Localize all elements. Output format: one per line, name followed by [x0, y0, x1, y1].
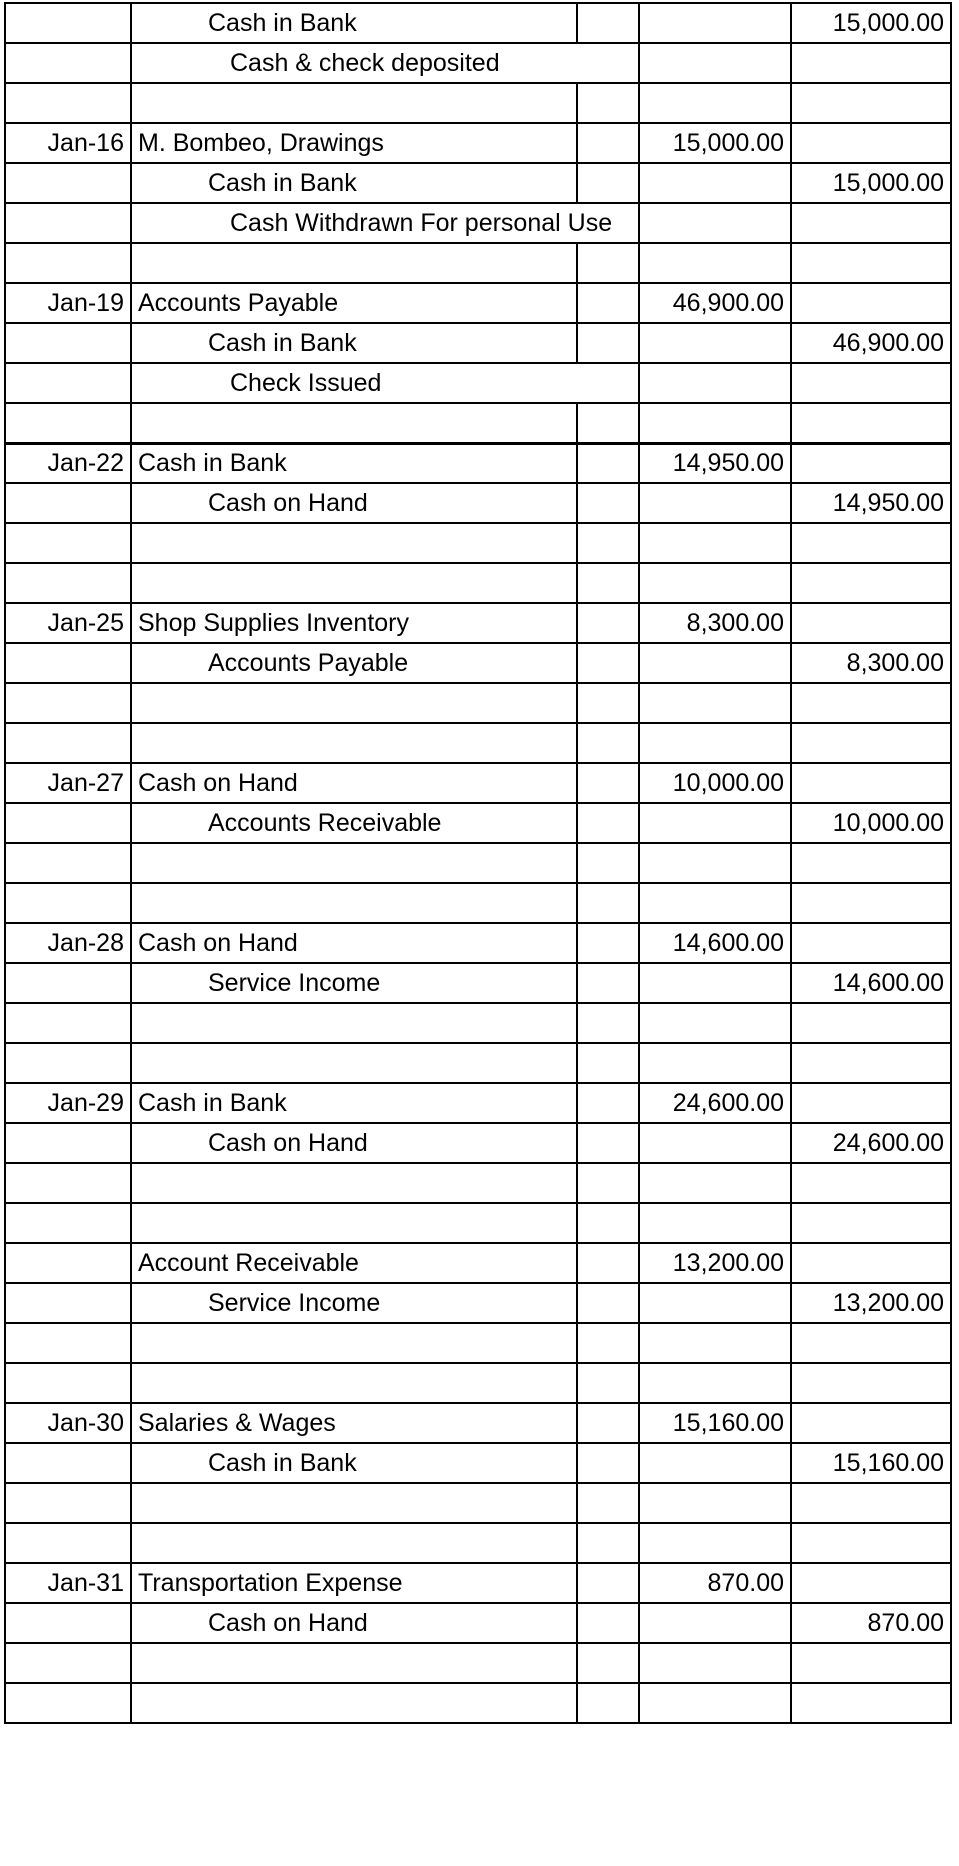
debit-cell: 8,300.00 [639, 603, 791, 643]
ref-cell [577, 403, 639, 443]
account-cell [131, 723, 577, 763]
debit-cell: 46,900.00 [639, 283, 791, 323]
journal-row [5, 883, 951, 923]
journal-row [5, 1203, 951, 1243]
journal-row [5, 1523, 951, 1563]
account-cell [131, 1363, 577, 1403]
account-cell: Cash in Bank [131, 1443, 577, 1483]
journal-row [5, 1323, 951, 1363]
date-cell: Jan-27 [5, 763, 131, 803]
ref-cell [577, 123, 639, 163]
journal-row [5, 523, 951, 563]
date-cell [5, 1363, 131, 1403]
credit-cell: 24,600.00 [791, 1123, 951, 1163]
ref-cell [577, 1043, 639, 1083]
journal-row [5, 43, 951, 83]
credit-cell [791, 1003, 951, 1043]
debit-cell [639, 963, 791, 1003]
journal-row [5, 1403, 951, 1443]
debit-cell [639, 723, 791, 763]
account-cell [131, 1483, 577, 1523]
date-cell [5, 1603, 131, 1643]
credit-cell [791, 523, 951, 563]
debit-cell [639, 643, 791, 683]
account-cell: Service Income [131, 1283, 577, 1323]
date-cell [5, 843, 131, 883]
journal-row [5, 803, 951, 843]
debit-cell: 13,200.00 [639, 1243, 791, 1283]
debit-cell [639, 203, 791, 243]
journal-row [5, 3, 951, 43]
ref-cell [577, 1563, 639, 1603]
journal-row [5, 1243, 951, 1283]
journal-row [5, 1363, 951, 1403]
journal-row [5, 843, 951, 883]
credit-cell [791, 1683, 951, 1723]
date-cell: Jan-22 [5, 443, 131, 483]
ref-cell [577, 523, 639, 563]
date-cell [5, 1203, 131, 1243]
debit-cell: 14,950.00 [639, 443, 791, 483]
journal-row [5, 1443, 951, 1483]
journal-body [5, 3, 951, 1723]
debit-cell [639, 163, 791, 203]
date-cell [5, 1643, 131, 1683]
journal-row [5, 763, 951, 803]
debit-cell [639, 843, 791, 883]
journal-row [5, 243, 951, 283]
credit-cell [791, 403, 951, 443]
account-cell: Check Issued [131, 363, 639, 403]
date-cell [5, 1243, 131, 1283]
ref-cell [577, 723, 639, 763]
ref-cell [577, 643, 639, 683]
account-cell [131, 243, 577, 283]
credit-cell [791, 1243, 951, 1283]
credit-cell [791, 723, 951, 763]
ref-cell [577, 1603, 639, 1643]
ref-cell [577, 163, 639, 203]
account-cell [131, 83, 577, 123]
debit-cell [639, 1443, 791, 1483]
ref-cell [577, 1483, 639, 1523]
date-cell [5, 43, 131, 83]
credit-cell [791, 1083, 951, 1123]
date-cell [5, 1323, 131, 1363]
journal-row [5, 363, 951, 403]
debit-cell [639, 1043, 791, 1083]
credit-cell [791, 123, 951, 163]
account-cell: Cash in Bank [131, 323, 577, 363]
account-cell [131, 523, 577, 563]
credit-cell [791, 1323, 951, 1363]
ref-cell [577, 1283, 639, 1323]
debit-cell: 15,000.00 [639, 123, 791, 163]
journal-row [5, 1043, 951, 1083]
ref-cell [577, 763, 639, 803]
credit-cell [791, 1523, 951, 1563]
debit-cell [639, 1123, 791, 1163]
credit-cell [791, 1403, 951, 1443]
date-cell [5, 563, 131, 603]
account-cell: Cash on Hand [131, 1603, 577, 1643]
date-cell: Jan-16 [5, 123, 131, 163]
credit-cell: 13,200.00 [791, 1283, 951, 1323]
account-cell: Cash in Bank [131, 1083, 577, 1123]
ref-cell [577, 803, 639, 843]
ref-cell [577, 1363, 639, 1403]
account-cell: Cash on Hand [131, 483, 577, 523]
account-cell: Service Income [131, 963, 577, 1003]
journal-table [4, 2, 952, 1724]
journal-row [5, 323, 951, 363]
journal-row [5, 1603, 951, 1643]
ref-cell [577, 1243, 639, 1283]
account-cell: Cash Withdrawn For personal Use [131, 203, 639, 243]
debit-cell [639, 883, 791, 923]
ref-cell [577, 1123, 639, 1163]
account-cell [131, 1203, 577, 1243]
account-cell [131, 683, 577, 723]
journal-row [5, 1643, 951, 1683]
account-cell: Transportation Expense [131, 1563, 577, 1603]
date-cell [5, 1443, 131, 1483]
credit-cell [791, 283, 951, 323]
ref-cell [577, 603, 639, 643]
credit-cell [791, 1643, 951, 1683]
date-cell [5, 323, 131, 363]
date-cell [5, 803, 131, 843]
debit-cell [639, 1603, 791, 1643]
credit-cell [791, 683, 951, 723]
debit-cell [639, 803, 791, 843]
credit-cell [791, 603, 951, 643]
debit-cell: 870.00 [639, 1563, 791, 1603]
journal-row [5, 643, 951, 683]
date-cell: Jan-28 [5, 923, 131, 963]
credit-cell [791, 363, 951, 403]
debit-cell [639, 1203, 791, 1243]
account-cell [131, 563, 577, 603]
journal-row [5, 163, 951, 203]
ref-cell [577, 1203, 639, 1243]
journal-row [5, 283, 951, 323]
ref-cell [577, 1323, 639, 1363]
debit-cell [639, 1483, 791, 1523]
date-cell: Jan-30 [5, 1403, 131, 1443]
ref-cell [577, 563, 639, 603]
account-cell: Cash on Hand [131, 923, 577, 963]
date-cell [5, 243, 131, 283]
account-cell: Cash in Bank [131, 443, 577, 483]
debit-cell [639, 3, 791, 43]
account-cell [131, 1163, 577, 1203]
journal-row [5, 483, 951, 523]
account-cell: Cash & check deposited [131, 43, 639, 83]
journal-row [5, 923, 951, 963]
journal-row [5, 1683, 951, 1723]
ref-cell [577, 1443, 639, 1483]
journal-row [5, 83, 951, 123]
account-cell [131, 883, 577, 923]
debit-cell [639, 1683, 791, 1723]
account-cell [131, 843, 577, 883]
credit-cell [791, 1163, 951, 1203]
debit-cell [639, 1163, 791, 1203]
journal-row [5, 203, 951, 243]
credit-cell [791, 83, 951, 123]
credit-cell [791, 1203, 951, 1243]
credit-cell [791, 243, 951, 283]
credit-cell [791, 1043, 951, 1083]
debit-cell [639, 243, 791, 283]
date-cell [5, 723, 131, 763]
account-cell [131, 1043, 577, 1083]
ref-cell [577, 923, 639, 963]
ref-cell [577, 483, 639, 523]
account-cell: Salaries & Wages [131, 1403, 577, 1443]
credit-cell [791, 883, 951, 923]
credit-cell [791, 763, 951, 803]
debit-cell [639, 43, 791, 83]
journal-row [5, 1003, 951, 1043]
journal-row [5, 963, 951, 1003]
date-cell [5, 483, 131, 523]
date-cell [5, 1283, 131, 1323]
credit-cell [791, 843, 951, 883]
journal-row [5, 1123, 951, 1163]
debit-cell [639, 403, 791, 443]
debit-cell [639, 683, 791, 723]
journal-row [5, 1163, 951, 1203]
ref-cell [577, 1523, 639, 1563]
journal-row [5, 683, 951, 723]
date-cell: Jan-29 [5, 1083, 131, 1123]
account-cell: Cash on Hand [131, 1123, 577, 1163]
debit-cell [639, 1283, 791, 1323]
date-cell [5, 963, 131, 1003]
ref-cell [577, 1163, 639, 1203]
credit-cell: 15,160.00 [791, 1443, 951, 1483]
ref-cell [577, 283, 639, 323]
journal-row [5, 603, 951, 643]
account-cell [131, 1523, 577, 1563]
account-cell: Accounts Payable [131, 283, 577, 323]
ref-cell [577, 1683, 639, 1723]
journal-row [5, 723, 951, 763]
credit-cell: 14,950.00 [791, 483, 951, 523]
date-cell: Jan-19 [5, 283, 131, 323]
account-cell [131, 1643, 577, 1683]
account-cell: Shop Supplies Inventory [131, 603, 577, 643]
journal-row [5, 123, 951, 163]
date-cell [5, 1043, 131, 1083]
account-cell [131, 1003, 577, 1043]
date-cell [5, 643, 131, 683]
account-cell [131, 403, 577, 443]
ref-cell [577, 323, 639, 363]
ref-cell [577, 843, 639, 883]
date-cell [5, 1523, 131, 1563]
debit-cell [639, 1523, 791, 1563]
debit-cell [639, 83, 791, 123]
debit-cell [639, 1643, 791, 1683]
ref-cell [577, 243, 639, 283]
date-cell [5, 203, 131, 243]
account-cell: Cash in Bank [131, 163, 577, 203]
date-cell [5, 163, 131, 203]
date-cell [5, 1003, 131, 1043]
credit-cell [791, 203, 951, 243]
debit-cell: 10,000.00 [639, 763, 791, 803]
account-cell: Cash in Bank [131, 3, 577, 43]
ref-cell [577, 1003, 639, 1043]
credit-cell [791, 923, 951, 963]
journal-row [5, 1083, 951, 1123]
debit-cell [639, 563, 791, 603]
credit-cell: 15,000.00 [791, 3, 951, 43]
date-cell [5, 1163, 131, 1203]
credit-cell [791, 1563, 951, 1603]
date-cell [5, 883, 131, 923]
credit-cell: 14,600.00 [791, 963, 951, 1003]
credit-cell [791, 563, 951, 603]
date-cell [5, 83, 131, 123]
date-cell [5, 683, 131, 723]
account-cell: Accounts Payable [131, 643, 577, 683]
date-cell: Jan-25 [5, 603, 131, 643]
account-cell: Account Receivable [131, 1243, 577, 1283]
debit-cell [639, 323, 791, 363]
journal-row [5, 1283, 951, 1323]
date-cell [5, 1123, 131, 1163]
ref-cell [577, 443, 639, 483]
credit-cell [791, 1363, 951, 1403]
account-cell [131, 1683, 577, 1723]
debit-cell [639, 1003, 791, 1043]
date-cell [5, 363, 131, 403]
credit-cell: 10,000.00 [791, 803, 951, 843]
credit-cell [791, 43, 951, 83]
ref-cell [577, 963, 639, 1003]
ref-cell [577, 83, 639, 123]
credit-cell: 46,900.00 [791, 323, 951, 363]
ref-cell [577, 883, 639, 923]
debit-cell [639, 523, 791, 563]
date-cell [5, 403, 131, 443]
credit-cell: 15,000.00 [791, 163, 951, 203]
journal-row [5, 1483, 951, 1523]
journal-row [5, 1563, 951, 1603]
ref-cell [577, 3, 639, 43]
date-cell [5, 1483, 131, 1523]
credit-cell [791, 1483, 951, 1523]
debit-cell [639, 1323, 791, 1363]
account-cell: M. Bombeo, Drawings [131, 123, 577, 163]
debit-cell: 14,600.00 [639, 923, 791, 963]
account-cell [131, 1323, 577, 1363]
ref-cell [577, 1083, 639, 1123]
ref-cell [577, 683, 639, 723]
journal-row [5, 563, 951, 603]
credit-cell: 8,300.00 [791, 643, 951, 683]
account-cell: Cash on Hand [131, 763, 577, 803]
date-cell [5, 3, 131, 43]
credit-cell [791, 443, 951, 483]
ref-cell [577, 1403, 639, 1443]
journal-row [5, 443, 951, 483]
debit-cell [639, 363, 791, 403]
account-cell: Accounts Receivable [131, 803, 577, 843]
journal-row [5, 403, 951, 443]
debit-cell [639, 1363, 791, 1403]
date-cell [5, 523, 131, 563]
date-cell [5, 1683, 131, 1723]
credit-cell: 870.00 [791, 1603, 951, 1643]
ref-cell [577, 1643, 639, 1683]
date-cell: Jan-31 [5, 1563, 131, 1603]
debit-cell: 15,160.00 [639, 1403, 791, 1443]
debit-cell: 24,600.00 [639, 1083, 791, 1123]
debit-cell [639, 483, 791, 523]
